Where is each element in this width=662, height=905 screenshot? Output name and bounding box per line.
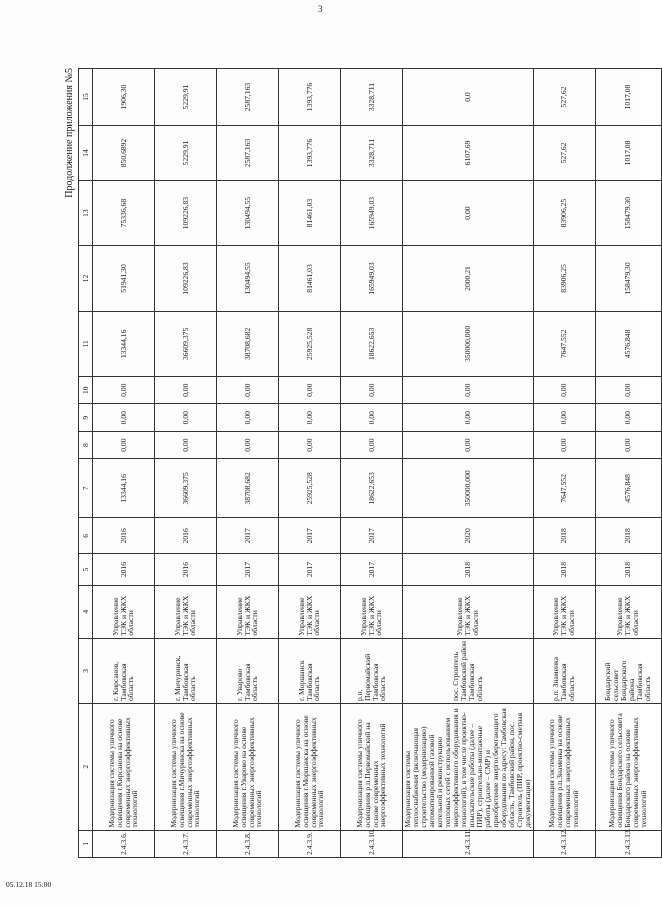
table-cell: 0,00 (403, 404, 534, 431)
table-cell: 0,00 (155, 404, 217, 431)
table-cell: 2.4.3.12. (533, 830, 595, 857)
table-cell: 25925,528 (279, 459, 341, 518)
column-header: 2 (79, 704, 93, 831)
appendix-label: Продолжение приложения №5 (64, 68, 75, 198)
data-table (78, 68, 662, 858)
table-cell: 2018 (595, 554, 661, 586)
table-cell: 0,00 (595, 377, 661, 404)
table-cell: 0,0 (403, 69, 534, 126)
table-cell: 0,00 (341, 404, 403, 431)
table-cell: 350000,000 (403, 459, 534, 518)
table-cell: 0,00 (217, 431, 279, 458)
rotated-table-container (64, 68, 652, 858)
table-cell: р.п. Знаменка Тамбовская область (533, 638, 595, 703)
table-cell: 109226,83 (155, 180, 217, 245)
table-cell: Управление ТЭК и ЖКХ области (533, 585, 595, 638)
table-cell: 0,00 (93, 377, 155, 404)
table-cell: 527,62 (533, 69, 595, 126)
table-cell: 2018 (533, 518, 595, 554)
table-cell: 2000,21 (403, 246, 534, 311)
table-cell: г. Мичуринск, Тамбовская область (155, 638, 217, 703)
table-cell: 165949,03 (341, 246, 403, 311)
table-cell: 6107,69 (403, 126, 534, 181)
table-cell: 158479,30 (595, 180, 661, 245)
table-cell: 36609,375 (155, 311, 217, 376)
table-cell: 0,00 (341, 377, 403, 404)
table-cell: 0,00 (595, 431, 661, 458)
column-header: 1 (79, 830, 93, 857)
table-cell: 0,00 (279, 377, 341, 404)
column-header: 10 (79, 377, 93, 404)
table-cell: 2.4.3.9. (279, 830, 341, 857)
table-cell: 3328,711 (341, 126, 403, 181)
table-cell: р.п. Первомайский Тамбовская область (341, 638, 403, 703)
table-cell: Модернизация системы уличного освещения р.п.Первомайский на основе современных энергоэффективных технологий (341, 704, 403, 831)
table-row (533, 69, 595, 858)
table-cell: Управление ТЭК и ЖКХ области (341, 585, 403, 638)
table-cell: Управление ТЭК и ЖКХ области (155, 585, 217, 638)
table-cell: 2.4.3.11. (403, 830, 534, 857)
table-cell: 51941,30 (93, 246, 155, 311)
table-cell: 3328,711 (341, 69, 403, 126)
column-header: 11 (79, 311, 93, 376)
table-cell: 2587,163 (217, 126, 279, 181)
table-cell: 2017 (341, 554, 403, 586)
table-cell: 7647,552 (533, 311, 595, 376)
column-header: 13 (79, 180, 93, 245)
table-cell: 83906,25 (533, 246, 595, 311)
table-cell: 2.4.3.8. (217, 830, 279, 857)
table-row (279, 69, 341, 858)
table-cell: 5229,91 (155, 69, 217, 126)
header-row (79, 69, 93, 858)
table-cell: 7647,552 (533, 459, 595, 518)
table-row (403, 69, 534, 858)
table-cell: 38708,682 (217, 311, 279, 376)
table-cell: г. Моршанск Тамбовская область (279, 638, 341, 703)
table-cell: 0,00 (595, 404, 661, 431)
table-cell: 527,62 (533, 126, 595, 181)
table-cell: Модернизация системы уличного освещения г.Мичуринска на основе современных энергоэффективных технологий (155, 704, 217, 831)
table-cell: 2017 (279, 554, 341, 586)
table-cell: Модернизация системы уличного освещения г.Моршанска на основе современных энергоэффективных технологий (279, 704, 341, 831)
table-cell: 0,00 (217, 404, 279, 431)
table-cell: 2017 (217, 554, 279, 586)
column-header: 5 (79, 554, 93, 586)
table-cell: 130494,55 (217, 180, 279, 245)
table-cell: 13344,16 (93, 311, 155, 376)
table-cell: 2016 (155, 554, 217, 586)
table-cell: Модернизация системы уличного освещения Бондарского сельсовета Бондарского района на основе современных энергоэффективных технологий (595, 704, 661, 831)
table-cell: 2016 (93, 518, 155, 554)
table-cell: 0,00 (341, 431, 403, 458)
column-header: 15 (79, 69, 93, 126)
table-cell: 0,00 (279, 431, 341, 458)
table-cell: Бондарский сельсовет Бондарского района Тамбовская область (595, 638, 661, 703)
table-cell: Управление ТЭК и ЖКХ области (217, 585, 279, 638)
table-cell: 0,00 (403, 377, 534, 404)
table-cell: Управление ТЭК и ЖКХ области (93, 585, 155, 638)
table-cell: 0,00 (533, 431, 595, 458)
table-cell: Модернизация системы уличного освещения г.Кирсанова на основе современных энергоэффективных технологий (93, 704, 155, 831)
table-cell: 0,00 (403, 431, 534, 458)
table-cell: Управление ТЭК и ЖКХ области (279, 585, 341, 638)
table-cell: 2017 (217, 518, 279, 554)
column-header: 12 (79, 246, 93, 311)
table-cell: Модернизация системы уличного освещения г.Уварово на основе современных энергоэффективных технологий (217, 704, 279, 831)
table-cell: 109226,83 (155, 246, 217, 311)
table-cell: 0,00 (533, 377, 595, 404)
table-cell: 2017 (279, 518, 341, 554)
table-cell: 2.4.3.13. (595, 830, 661, 857)
table-cell: 2018 (403, 554, 534, 586)
table-cell: 25925,528 (279, 311, 341, 376)
table-cell: 0,00 (93, 431, 155, 458)
table-row (93, 69, 155, 858)
table-cell: 350000,000 (403, 311, 534, 376)
column-header: 14 (79, 126, 93, 181)
table-cell: 0,00 (533, 404, 595, 431)
column-header: 9 (79, 404, 93, 431)
table-row (341, 69, 403, 858)
table-cell: г. Уварово Тамбовская область (217, 638, 279, 703)
table-cell: 2018 (595, 518, 661, 554)
table-cell: 2587,163 (217, 69, 279, 126)
column-header: 7 (79, 459, 93, 518)
table-cell: 13344,16 (93, 459, 155, 518)
page-number: 3 (318, 4, 323, 14)
table-cell: 2.4.3.10. (341, 830, 403, 857)
table-row (595, 69, 661, 858)
table-cell: 38708,682 (217, 459, 279, 518)
table-cell: 2.4.3.6. (93, 830, 155, 857)
table-cell: пос. Строитель Тамбовский район Тамбовская область (403, 638, 534, 703)
table-cell: 2016 (155, 518, 217, 554)
table-cell: 2020 (403, 518, 534, 554)
table-cell: 165949,03 (341, 180, 403, 245)
table-cell: 850,6892 (93, 126, 155, 181)
table-cell: 0,00 (93, 404, 155, 431)
table-cell: 0,00 (217, 377, 279, 404)
table-row (155, 69, 217, 858)
table-cell: 4576,848 (595, 311, 661, 376)
table-cell: Управление ТЭК и ЖКХ области (403, 585, 534, 638)
column-header: 4 (79, 585, 93, 638)
table-cell: 75336,68 (93, 180, 155, 245)
table-cell: 5229,91 (155, 126, 217, 181)
table-cell: 0,00 (403, 180, 534, 245)
table-cell: 36609,375 (155, 459, 217, 518)
table-cell: 1017,08 (595, 126, 661, 181)
table-row (217, 69, 279, 858)
table-cell: 81461,03 (279, 180, 341, 245)
table-cell: Управление ТЭК и ЖКХ области (595, 585, 661, 638)
table-cell: 130494,55 (217, 246, 279, 311)
table-cell: 83906,25 (533, 180, 595, 245)
table-cell: 0,00 (279, 404, 341, 431)
table-cell: 1393,776 (279, 126, 341, 181)
table-cell: 4576,848 (595, 459, 661, 518)
table-cell: 2016 (93, 554, 155, 586)
column-header: 6 (79, 518, 93, 554)
column-header: 3 (79, 638, 93, 703)
table-cell: 2.4.3.7. (155, 830, 217, 857)
table-cell: г. Кирсанов, Тамбовская область (93, 638, 155, 703)
table-cell: 0,00 (155, 377, 217, 404)
table-cell: 2017 (341, 518, 403, 554)
footer-timestamp: 05.12.18 15:00 (6, 880, 52, 889)
table-cell: Модернизация системы теплоснабжения (включающая строительство (модернизацию) автоматизированной газовой котельной и реконструкцию тепловых сетей с использованием энергоэффективного оборудования и технологий), в том числе проектно-изыскательские работы (далее – ПИР), строительно-монтажные работы (далее – СМР) и приобретение энергосберегающего оборудования по адресу: Тамбовская область, Тамбовский район, пос. Строитель (ПИР, проектно-сметная документация) (403, 704, 534, 831)
table-cell: 1906,30 (93, 69, 155, 126)
table-cell: 18622,653 (341, 459, 403, 518)
table-cell: 158479,30 (595, 246, 661, 311)
table-cell: 18622,653 (341, 311, 403, 376)
table-cell: 1017,08 (595, 69, 661, 126)
table-cell: 1393,776 (279, 69, 341, 126)
column-header: 8 (79, 431, 93, 458)
table-cell: Модернизация системы уличного освещения р.п.Знаменка на основе современных энергоэффективных технологий (533, 704, 595, 831)
table-cell: 2018 (533, 554, 595, 586)
table-cell: 81461,03 (279, 246, 341, 311)
table-cell: 0,00 (155, 431, 217, 458)
